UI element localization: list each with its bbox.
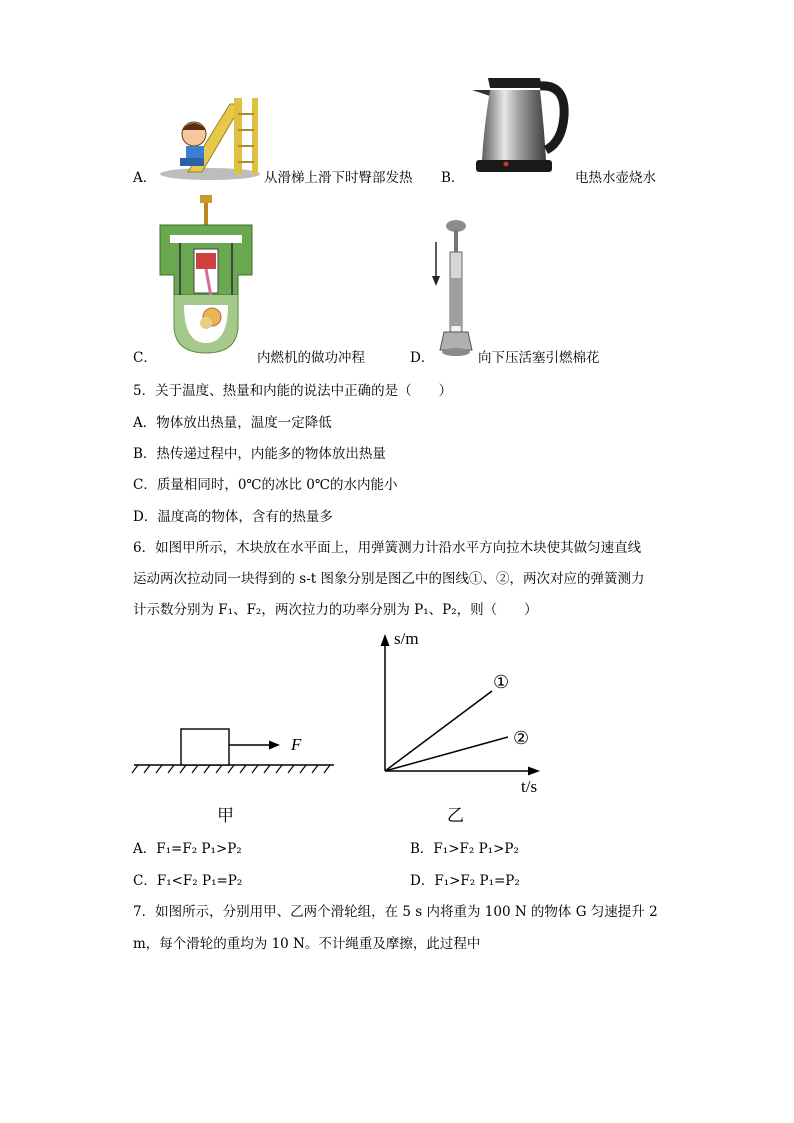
question-6-line-3: 计示数分别为 F₁、F₂，两次拉力的功率分别为 P₁、P₂，则（ ） (133, 602, 538, 618)
kettle-image (470, 66, 570, 178)
graph-line-1 (385, 691, 492, 771)
question-6-option-a: A．F₁=F₂ P₁>P₂ (133, 841, 242, 857)
question-5-option-d: D．温度高的物体，含有的热量多 (133, 509, 333, 525)
question-5-option-a: A．物体放出热量，温度一定降低 (133, 415, 332, 431)
figure-yi-caption: 乙 (447, 806, 464, 826)
piston-tube-image (428, 218, 478, 362)
x-axis-arrow (528, 767, 540, 776)
question-5-stem: 5．关于温度、热量和内能的说法中正确的是（ ） (133, 383, 453, 399)
option-a-letter: A． (133, 170, 157, 186)
force-label: F (291, 735, 302, 754)
y-axis-arrow (381, 634, 390, 646)
y-axis-label: s/m (394, 629, 419, 648)
option-c-caption: 内燃机的做功冲程 (257, 350, 365, 366)
option-d-caption: 向下压活塞引燃棉花 (478, 350, 600, 366)
question-7-line-1: 7．如图所示，分别用甲、乙两个滑轮组，在 5 s 内将重为 100 N 的物体 G 匀速提升 2 (133, 904, 658, 920)
figure-jia-block-on-ground (130, 720, 340, 780)
slide-image (158, 94, 262, 184)
question-5-option-b: B．热传递过程中，内能多的物体放出热量 (133, 446, 386, 462)
figure-yi-s-t-graph (370, 628, 560, 778)
option-c-letter: C． (133, 350, 157, 366)
option-a-caption: 从滑梯上滑下时臀部发热 (264, 170, 413, 186)
graph-line-2 (385, 737, 508, 771)
option-d-letter: D． (410, 350, 435, 366)
engine-stroke-image (158, 195, 254, 355)
question-6-option-d: D．F₁>F₂ P₁=P₂ (410, 873, 520, 889)
option-b-letter: B． (441, 170, 465, 186)
question-6-line-2: 运动两次拉动同一块得到的 s-t 图象分别是图乙中的图线①、②，两次对应的弹簧测力 (133, 571, 645, 587)
line-1-label: ① (493, 672, 510, 693)
figure-jia-caption: 甲 (217, 806, 234, 826)
question-7-line-2: m，每个滑轮的重均为 10 N。不计绳重及摩擦，此过程中 (133, 936, 481, 952)
x-axis-label: t/s (521, 777, 538, 796)
question-6-line-1: 6．如图甲所示，木块放在水平面上，用弹簧测力计沿水平方向拉木块使其做匀速直线 (133, 540, 642, 556)
question-5-option-c: C．质量相同时，0℃的冰比 0℃的水内能小 (133, 477, 398, 493)
line-2-label: ② (513, 728, 530, 749)
question-6-option-b: B．F₁>F₂ P₁>P₂ (410, 841, 519, 857)
option-b-caption: 电热水壶烧水 (575, 170, 656, 186)
question-6-option-c: C．F₁<F₂ P₁=P₂ (133, 873, 243, 889)
